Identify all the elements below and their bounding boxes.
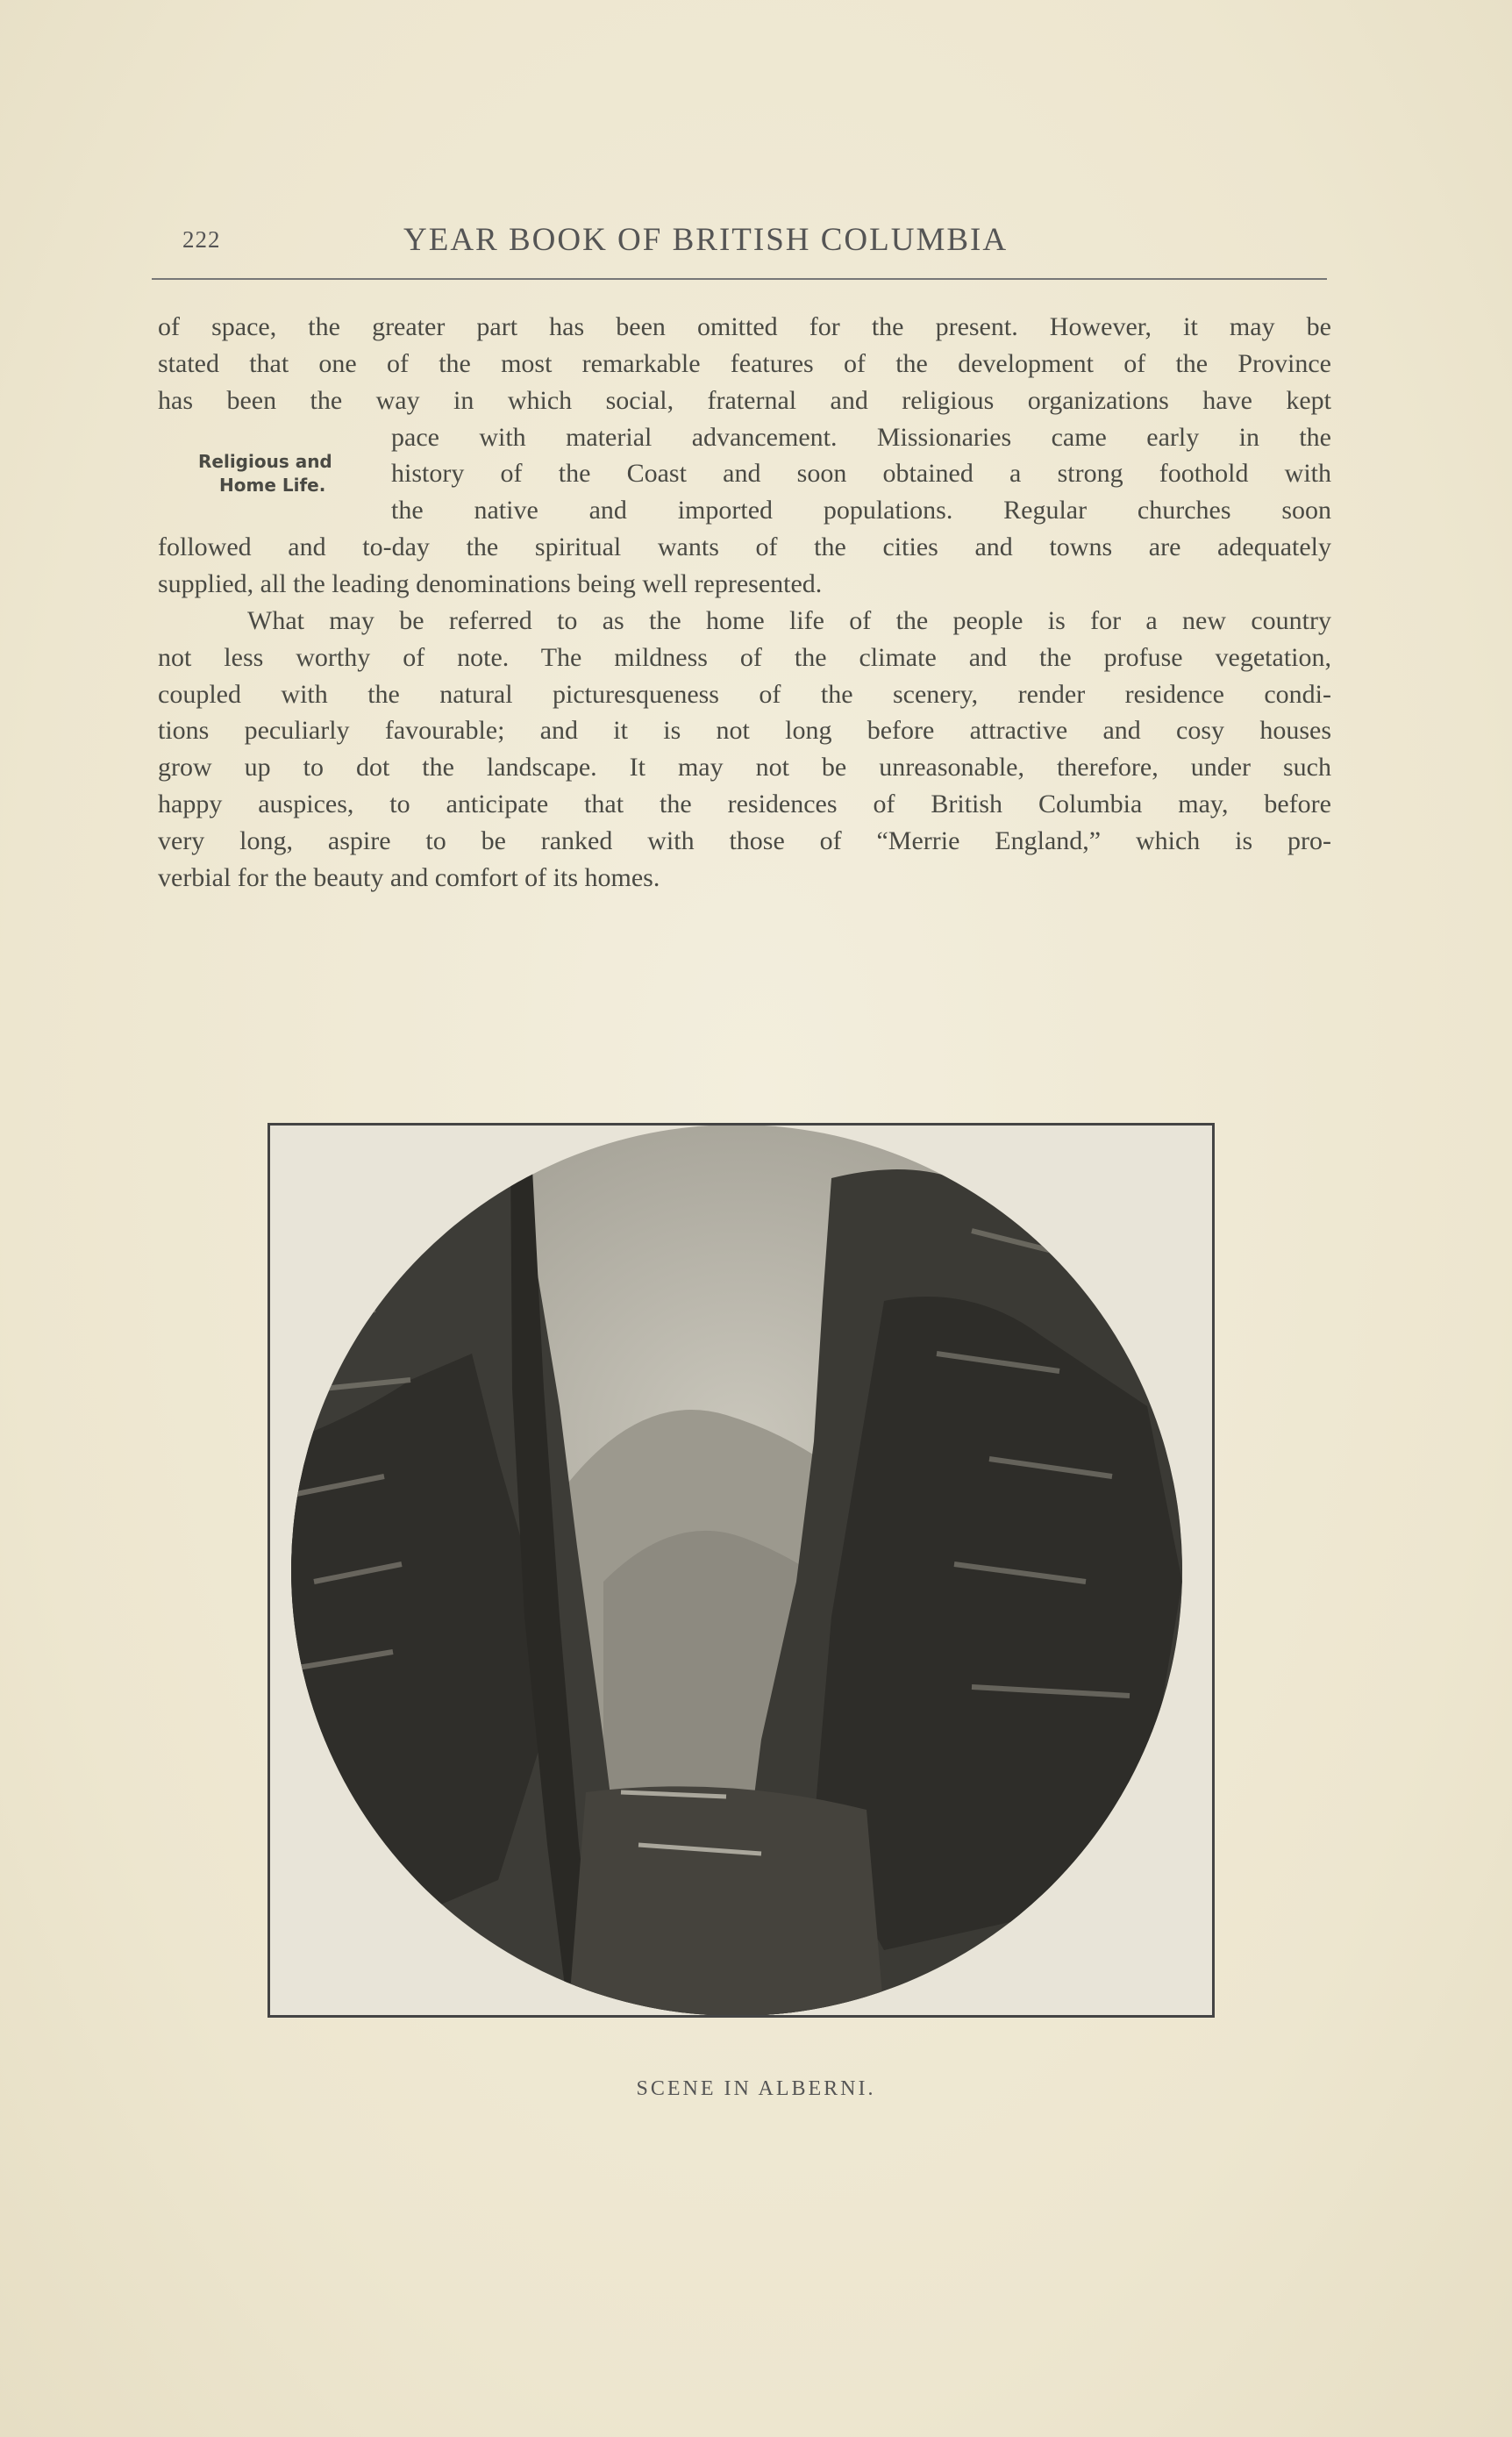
text-line: supplied, all the leading denominations being well represented. [158,569,823,598]
text-line: verbial for the beauty and comfort of its homes. [158,863,660,892]
figure-caption: SCENE IN ALBERNI. [636,2077,876,2100]
text-line: history of the Coast and soon obtained a strong foothold with [391,459,1331,488]
text-line: has been the way in which social, fraternal and religious organizations have kept [158,386,1331,415]
running-head: YEAR BOOK OF BRITISH COLUMBIA [403,222,1009,258]
margin-note [172,450,379,497]
text-line: happy auspices, to anticipate that the residences of British Columbia may, before [158,790,1331,818]
text-line: of space, the greater part has been omitted for the present. However, it may be [158,312,1331,341]
photograph-frame [267,1123,1215,2018]
text-line: very long, aspire to be ranked with those of “Merrie England,” which is pro- [158,826,1331,855]
text-line: the native and imported populations. Regular churches soon [391,496,1331,525]
header-rule [152,278,1327,280]
text-line: What may be referred to as the home life of the people is for a new country [247,606,1331,635]
margin-note-line: Home Life. [219,475,326,496]
margin-note-line: Religious and [198,451,332,472]
text-line: not less worthy of note. The mildness of the climate and the profuse vegetation, [158,643,1331,672]
text-line: stated that one of the most remarkable features of the development of the Province [158,349,1331,378]
page-number: 222 [182,226,221,253]
photograph-scene [270,1126,1212,2015]
text-line: pace with material advancement. Missionaries came early in the [391,423,1331,452]
text-line: followed and to-day the spiritual wants of the cities and towns are adequately [158,532,1331,561]
text-line: grow up to dot the landscape. It may not be unreasonable, therefore, under such [158,753,1331,782]
text-line: coupled with the natural picturesqueness of the scenery, render residence condi- [158,680,1331,709]
text-line: tions peculiarly favourable; and it is not long before attractive and cosy houses [158,716,1331,745]
